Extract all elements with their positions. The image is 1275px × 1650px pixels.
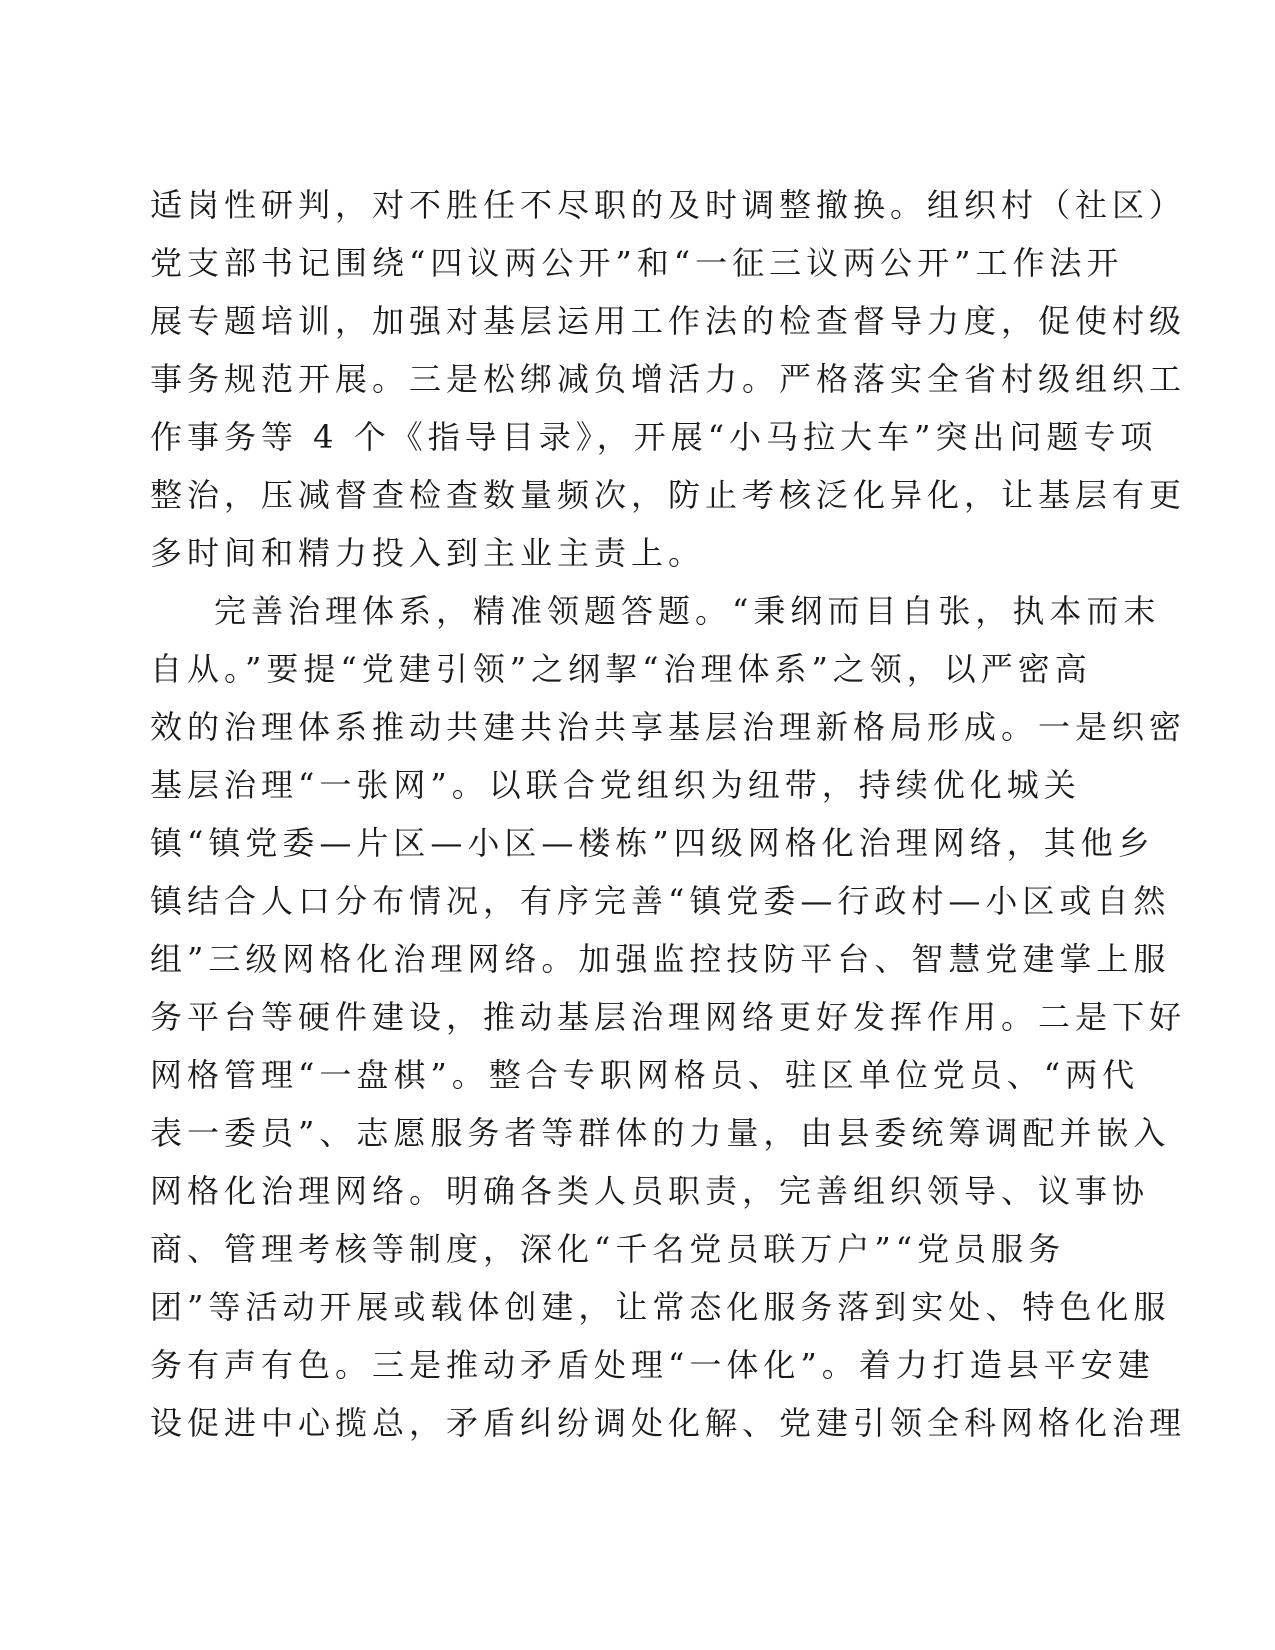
text-line: 网格化治理网络。明确各类人员职责，完善组织领导、议事协 [150,1172,1150,1210]
text-line: 组”三级网格化治理网络。加强监控技防平台、智慧党建掌上服 [150,940,1171,978]
text-line: 自从。”要提“党建引领”之纲挈“治理体系”之领，以严密高 [150,650,1092,688]
text-line: 商、管理考核等制度，深化“千名党员联万户”“党员服务 [150,1230,1066,1268]
text-line: 表一委员”、志愿服务者等群体的力量，由县委统筹调配并嵌入 [150,1114,1171,1152]
text-line: 事务规范开展。三是松绑减负增活力。严格落实全省村级组织工 [150,360,1187,398]
text-line: 团”等活动开展或载体创建，让常态化服务落到实处、特色化服 [150,1288,1171,1326]
text-line: 多时间和精力投入到主业主责上。 [150,534,706,572]
text-line: 党支部书记围绕“四议两公开”和“一征三议两公开”工作法开 [150,244,1124,282]
text-line: 务平台等硬件建设，推动基层治理网络更好发挥作用。二是下好 [150,998,1187,1036]
paragraph-first-line: 完善治理体系，精准领题答题。“秉纲而目自张，执本而末 [214,592,1161,630]
text-line: 镇结合人口分布情况，有序完善“镇党委—行政村—小区或自然 [150,882,1171,920]
text-line: 网格管理“一盘棋”。整合专职网格员、驻区单位党员、“两代 [150,1056,1140,1094]
text-line: 设促进中心揽总，矛盾纠纷调处化解、党建引领全科网格化治理 [150,1404,1187,1442]
text-line: 作事务等 4 个《指导目录》，开展“小马拉大车”突出问题专项 [150,418,1158,456]
text-line: 镇“镇党委—片区—小区—楼栋”四级网格化治理网络，其他乡 [150,824,1155,862]
text-line: 务有声有色。三是推动矛盾处理“一体化”。着力打造县平安建 [150,1346,1155,1384]
text-line: 整治，压减督查检查数量频次，防止考核泛化异化，让基层有更 [150,476,1187,514]
body-text [150,176,1187,1452]
text-line: 效的治理体系推动共建共治共享基层治理新格局形成。一是织密 [150,708,1187,746]
text-line: 展专题培训，加强对基层运用工作法的检查督导力度，促使村级 [150,302,1187,340]
text-line: 基层治理“一张网”。以联合党组织为纽带，持续优化城关 [150,766,1081,804]
text-line: 适岗性研判，对不胜任不尽职的及时调整撤换。组织村（社区） [150,186,1187,224]
